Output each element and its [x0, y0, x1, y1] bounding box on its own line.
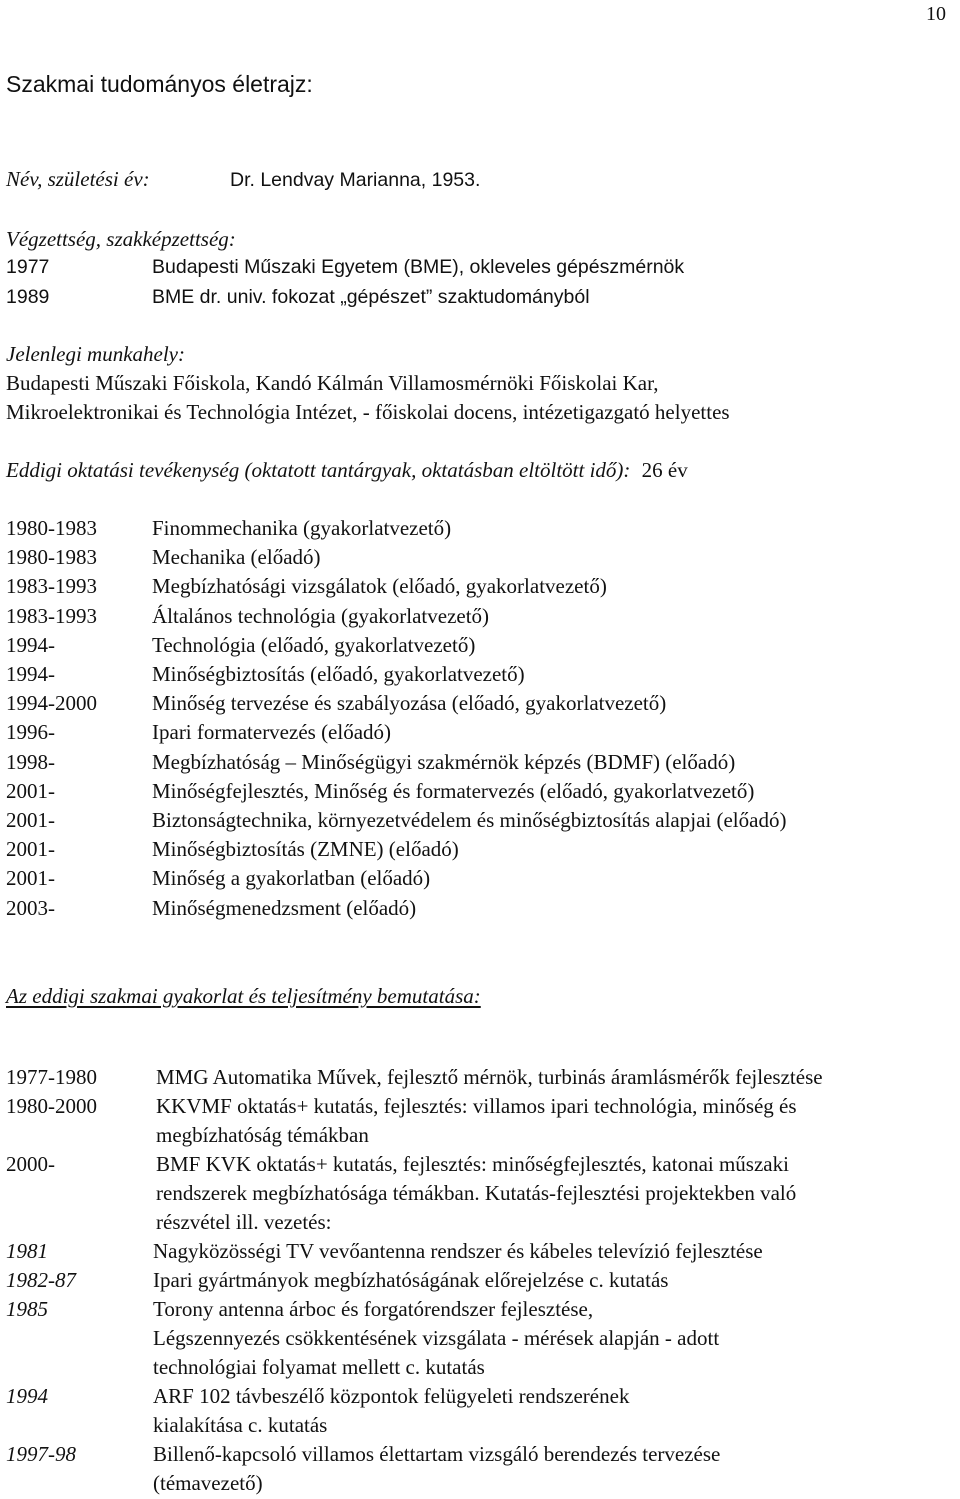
project-year: 1981 — [6, 1239, 48, 1263]
project-text: Ipari gyártmányok megbízhatóságának előrejelzése c. kutatás — [153, 1268, 669, 1292]
teaching-period: 2001- — [6, 866, 55, 891]
practice-period: 2000- — [6, 1152, 55, 1176]
workplace-line: Mikroelektronikai és Technológia Intézet, - főiskolai docens, intézetigazgató helyettes — [6, 400, 730, 424]
project-text: Légszennyezés csökkentésének vizsgálata - mérések alapján - adott — [153, 1326, 720, 1350]
teaching-subject: Minőség a gyakorlatban (előadó) — [152, 866, 431, 891]
project-text: kialakítása c. kutatás — [153, 1413, 328, 1437]
teaching-subject: Minőségfejlesztés, Minőség és formatervezés (előadó, gyakorlatvezető) — [152, 778, 755, 803]
teaching-period: 2001- — [6, 808, 55, 832]
teaching-subject: Mechanika (előadó) — [152, 545, 321, 570]
practice-text: MMG Automatika Művek, fejlesztő mérnök, turbinás áramlásmérők fejlesztése — [156, 1065, 823, 1089]
teaching-period: 1994- — [6, 632, 55, 657]
education-text: BME dr. univ. fokozat „gépészet” szaktudományból — [152, 286, 590, 308]
teaching-period: 1998- — [6, 749, 55, 774]
project-text: Torony antenna árboc és forgatórendszer fejlesztése, — [153, 1297, 594, 1321]
education-year: 1977 — [6, 256, 50, 278]
name-label: Név, születési év: — [6, 167, 150, 191]
teaching-period: 2003- — [6, 895, 55, 920]
project-text: technológiai folyamat mellett c. kutatás — [153, 1355, 485, 1379]
project-year: 1994 — [6, 1384, 48, 1408]
page-number: 10 — [926, 3, 946, 25]
teaching-subject: Minőségbiztosítás (ZMNE) (előadó) — [152, 837, 459, 862]
project-text: (témavezető) — [153, 1471, 263, 1495]
project-text: Billenő-kapcsoló villamos élettartam vizsgáló berendezés tervezése — [153, 1442, 721, 1466]
teaching-subject: Megbízhatósági vizsgálatok (előadó, gyakorlatvezető) — [152, 574, 607, 599]
education-year: 1989 — [6, 286, 50, 308]
workplace-label: Jelenlegi munkahely: — [6, 342, 185, 366]
teaching-period: 1983-1993 — [6, 603, 97, 628]
teaching-subject: Általános technológia (gyakorlatvezető) — [152, 603, 490, 628]
teaching-subject: Megbízhatóság – Minőségügyi szakmérnök képzés (BDMF) (előadó) — [152, 749, 736, 774]
teaching-subject: Technológia (előadó, gyakorlatvezető) — [152, 632, 476, 657]
teaching-period: 2001- — [6, 837, 55, 862]
teaching-label: Eddigi oktatási tevékenység (oktatott tantárgyak, oktatásban eltöltött idő): — [6, 458, 631, 482]
teaching-subject: Biztonságtechnika, környezetvédelem és minőségbiztosítás alapjai (előadó) — [152, 808, 787, 832]
teaching-period: 1983-1993 — [6, 574, 97, 599]
practice-period: 1977-1980 — [6, 1065, 97, 1089]
teaching-years: 26 év — [641, 458, 688, 482]
teaching-period: 1980-1983 — [6, 545, 97, 570]
practice-text: megbízhatóság témákban — [156, 1123, 369, 1147]
project-year: 1997-98 — [6, 1442, 76, 1466]
teaching-period: 1994- — [6, 662, 55, 686]
teaching-subject: Finommechanika (gyakorlatvezető) — [152, 516, 452, 540]
page-title: Szakmai tudományos életrajz: — [6, 71, 313, 97]
practice-text: részvétel ill. vezetés: — [156, 1210, 332, 1234]
education-text: Budapesti Műszaki Egyetem (BME), okleveles gépészmérnök — [152, 256, 685, 278]
practice-text: rendszerek megbízhatósága témákban. Kutatás-fejlesztési projektekben való — [156, 1181, 797, 1205]
project-year: 1985 — [6, 1297, 48, 1321]
teaching-period: 1980-1983 — [6, 516, 97, 540]
teaching-period: 1994-2000 — [6, 691, 97, 716]
education-label: Végzettség, szakképzettség: — [6, 227, 236, 251]
practice-heading: Az eddigi szakmai gyakorlat és teljesítmény bemutatása: — [6, 984, 481, 1008]
practice-text: BMF KVK oktatás+ kutatás, fejlesztés: minőségfejlesztés, katonai műszaki — [156, 1152, 789, 1176]
project-text: Nagyközösségi TV vevőantenna rendszer és kábeles televízió fejlesztése — [153, 1239, 763, 1263]
teaching-subject: Minőség tervezése és szabályozása (előadó, gyakorlatvezető) — [152, 691, 667, 716]
teaching-period: 2001- — [6, 778, 55, 803]
teaching-period: 1996- — [6, 720, 55, 745]
teaching-subject: Minőségbiztosítás (előadó, gyakorlatvezető) — [152, 662, 525, 686]
workplace-line: Budapesti Műszaki Főiskola, Kandó Kálmán Villamosmérnöki Főiskolai Kar, — [6, 371, 659, 395]
name-value: Dr. Lendvay Marianna, 1953. — [230, 169, 481, 191]
teaching-subject: Minőségmenedzsment (előadó) — [152, 895, 417, 920]
practice-period: 1980-2000 — [6, 1094, 97, 1118]
teaching-header — [6, 456, 688, 485]
teaching-subject: Ipari formatervezés (előadó) — [152, 720, 392, 745]
project-text: ARF 102 távbeszélő központok felügyeleti rendszerének — [153, 1384, 630, 1408]
project-year: 1982-87 — [6, 1268, 76, 1292]
practice-text: KKVMF oktatás+ kutatás, fejlesztés: villamos ipari technológia, minőség és — [156, 1094, 797, 1118]
